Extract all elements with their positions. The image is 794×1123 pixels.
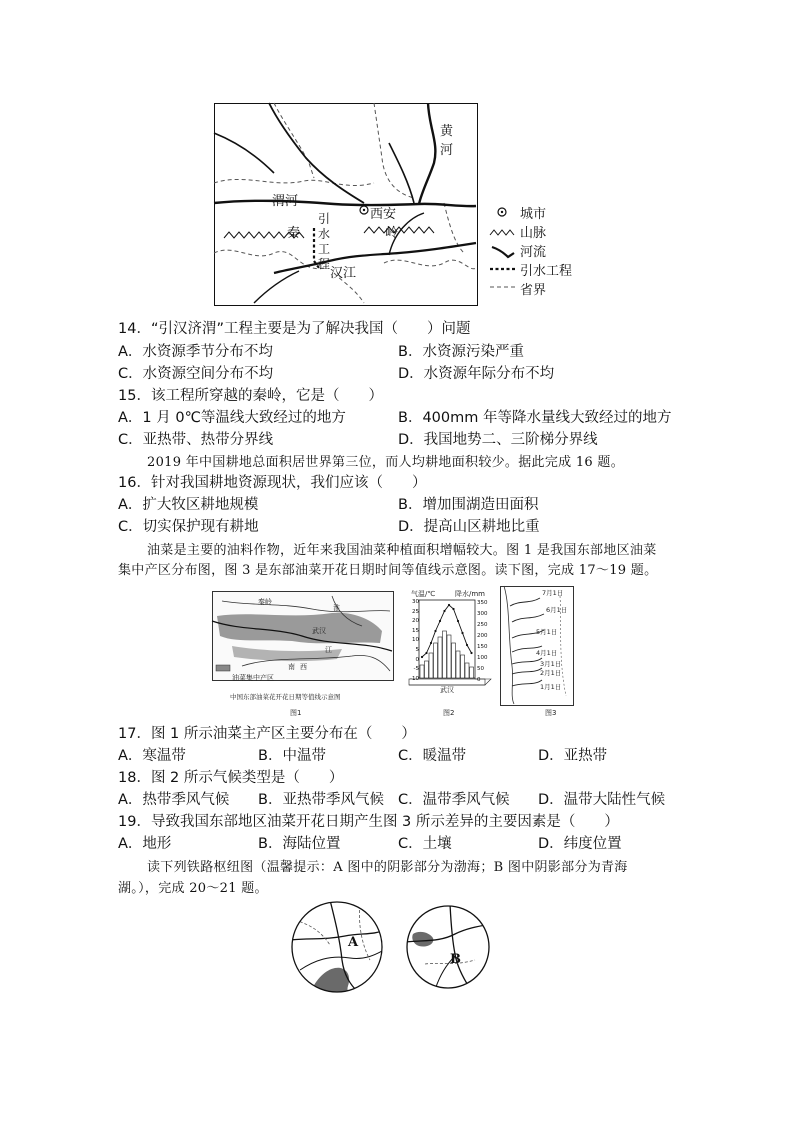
map-legend-mountain: 山脉	[520, 226, 547, 241]
map-label-qin: 秦	[287, 226, 301, 241]
fig2-right-tick: 100	[477, 655, 488, 661]
railway-hub-a	[290, 900, 384, 994]
q19-option-a[interactable]: A．地形	[118, 836, 172, 852]
fig3-date-label: 7月1日	[542, 589, 564, 597]
fig1-legend: 油菜集中产区	[232, 674, 274, 682]
fig2-left-ticks	[405, 598, 419, 684]
q15-option-a[interactable]: A．1 月 0℃等温线大致经过的地方	[118, 410, 346, 426]
q18-option-c[interactable]: C．温带季风气候	[398, 792, 510, 808]
map-label-yin-3: 工	[318, 242, 331, 256]
intro-q17-line2: 集中产区分布图，图 3 是东部油菜开花日期时间等值线示意图。读下图，完成 17～19 题。	[118, 563, 658, 578]
fig1-label-wuhan: 武汉	[312, 627, 326, 635]
map-label-yin-1: 引	[318, 212, 331, 226]
fig3-date-label: 3月1日	[540, 660, 562, 668]
railway-hub-b-label: B	[450, 952, 461, 967]
map-label-xian: 西安	[370, 207, 397, 222]
fig3-caption: 图3	[545, 709, 557, 717]
intro-q16: 2019 年中国耕地总面积居世界第三位，而人均耕地面积较少。据此完成 16 题。	[147, 455, 625, 470]
map-legend-symbols	[490, 205, 520, 295]
intro-q20-line2: 湖。），完成 20～21 题。	[118, 881, 268, 896]
q19-option-c[interactable]: C．土壤	[398, 836, 452, 852]
q18-stem: 18．图 2 所示气候类型是（ ）	[118, 770, 344, 786]
intro-q20-line1: 读下列铁路枢纽图（温馨提示：A 图中的阴影部分为渤海；B 图中阴影部分为青海	[147, 860, 628, 875]
fig2-precip-label: 降水/mm	[455, 590, 485, 598]
fig2-left-tick: 5	[415, 646, 419, 653]
fig2-right-tick: 200	[477, 633, 488, 639]
fig1-title: 中国东部油菜花开花日期等值线示意图	[230, 693, 341, 701]
q19-stem: 19．导致我国东部地区油菜开花日期产生图 3 所示差异的主要因素是（ ）	[118, 814, 619, 830]
fig1-caption: 图1	[290, 709, 302, 717]
map-label-weihe: 渭河	[272, 194, 299, 209]
map-label-yinshuigongcheng	[318, 212, 330, 272]
fig2-left-tick: 15	[412, 627, 419, 634]
q18-option-d[interactable]: D．温带大陆性气候	[538, 792, 666, 808]
fig2-left-tick: 0	[415, 656, 419, 663]
fig2-left-tick: 25	[412, 608, 419, 615]
fig1-label-huai: 淮	[333, 604, 340, 612]
q17-stem: 17．图 1 所示油菜主产区主要分布在（ ）	[118, 726, 416, 742]
map-legend-city: 城市	[520, 207, 547, 222]
fig3-date-label: 6月1日	[546, 606, 568, 614]
q15-option-b[interactable]: B．400mm 年等降水量线大致经过的地方	[398, 410, 672, 426]
fig2-right-tick: 250	[477, 622, 488, 628]
q16-option-d[interactable]: D．提高山区耕地比重	[398, 519, 540, 535]
map-label-ling: 岭	[385, 226, 399, 241]
fig1-label-jiang: 江	[325, 646, 332, 654]
q15-stem: 15．该工程所穿越的秦岭，它是（ ）	[118, 388, 383, 404]
map-legend-border: 省界	[520, 283, 547, 298]
fig2-left-tick: -10	[410, 675, 419, 682]
fig3-date-label: 2月1日	[540, 669, 562, 677]
fig2-left-tick: 30	[412, 599, 419, 605]
q16-option-b[interactable]: B．增加围湖造田面积	[398, 497, 539, 513]
fig1-label-xi: 西	[300, 663, 307, 671]
q17-option-c[interactable]: C．暖温带	[398, 748, 467, 764]
q17-option-d[interactable]: D．亚热带	[538, 748, 608, 764]
q18-option-b[interactable]: B．亚热带季风气候	[258, 792, 384, 808]
map-legend-river: 河流	[520, 245, 547, 260]
q17-option-a[interactable]: A．寒温带	[118, 748, 186, 764]
q14-option-c[interactable]: C．水资源空间分布不均	[118, 366, 274, 382]
map-label-yin-4: 程	[318, 257, 331, 271]
fig2-right-tick: 350	[477, 600, 488, 606]
railway-hub-a-label: A	[348, 935, 359, 950]
q14-option-d[interactable]: D．水资源年际分布不均	[398, 366, 555, 382]
fig2-right-tick: 150	[477, 644, 488, 650]
map-legend-project: 引水工程	[520, 264, 573, 279]
railway-hub-b	[405, 904, 491, 990]
q18-option-a[interactable]: A．热带季风气候	[118, 792, 230, 808]
q15-option-c[interactable]: C．亚热带、热带分界线	[118, 432, 274, 448]
q16-stem: 16．针对我国耕地资源现状，我们应该（ ）	[118, 475, 427, 491]
map-label-yin-2: 水	[318, 227, 331, 241]
fig2-right-ticks	[477, 598, 493, 686]
fig2-city: 武汉	[440, 686, 454, 694]
fig2-caption: 图2	[443, 709, 455, 717]
fig3-date-label: 4月1日	[536, 649, 558, 657]
q16-option-c[interactable]: C．切实保护现有耕地	[118, 519, 259, 535]
q14-stem: 14．“引汉济渭”工程主要是为了解决我国（ ）问题	[118, 321, 471, 337]
q15-option-d[interactable]: D．我国地势二、三阶梯分界线	[398, 432, 598, 448]
fig2-left-tick: 10	[412, 637, 419, 644]
map-label-huanghe-1: 黄	[440, 124, 454, 139]
q14-option-a[interactable]: A．水资源季节分布不均	[118, 344, 273, 360]
map-label-huanghe	[440, 120, 453, 158]
q17-option-b[interactable]: B．中温带	[258, 748, 326, 764]
fig2-right-tick: 0	[477, 677, 481, 683]
fig2-left-tick: 20	[412, 618, 419, 625]
fig2-right-tick: 50	[477, 666, 484, 672]
fig1-label-nan: 南	[288, 663, 295, 671]
q19-option-d[interactable]: D．纬度位置	[538, 836, 622, 852]
fig2-right-tick: 300	[477, 611, 488, 617]
fig2-left-tick: -5	[413, 666, 419, 673]
intro-q17-line1: 油菜是主要的油料作物，近年来我国油菜种植面积增幅较大。图 1 是我国东部地区油菜	[147, 543, 657, 558]
map-label-hanjiang: 汉江	[330, 266, 357, 281]
q14-option-b[interactable]: B．水资源污染严重	[398, 344, 524, 360]
fig3-date-label: 1月1日	[540, 683, 562, 691]
q16-option-a[interactable]: A．扩大牧区耕地规模	[118, 497, 259, 513]
fig1-label-qinling: 秦岭	[258, 598, 272, 606]
fig3-date-label: 5月1日	[536, 628, 558, 636]
q19-option-b[interactable]: B．海陆位置	[258, 836, 341, 852]
map-label-huanghe-2: 河	[440, 143, 454, 158]
fig2-temp-label: 气温/℃	[411, 590, 436, 598]
